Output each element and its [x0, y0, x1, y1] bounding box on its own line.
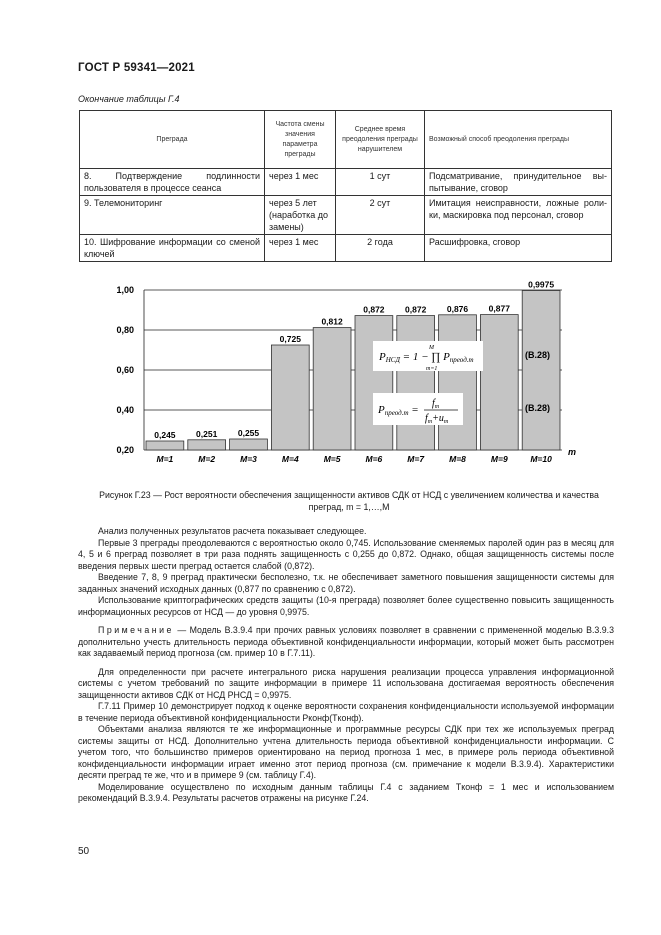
formula-ref-1: (В.28): [525, 350, 551, 360]
x-tick-label: M=9: [490, 454, 508, 464]
bar: [271, 345, 309, 450]
cell-barrier: 9. Телемониторинг: [80, 196, 265, 235]
formula-overcome: Pпреод.m =: [378, 404, 419, 417]
paragraph: Введение 7, 8, 9 преград практически бесполезно, т.к. не обеспечивает заметного повышения защищенности системы для заданных значений исходных данных (0,877 по сравнению с 0,872).: [78, 572, 614, 594]
value-label: 0,872: [363, 304, 385, 315]
bar: [313, 328, 351, 450]
formula-numerator: $f_m$: [432, 398, 440, 410]
bar: [522, 291, 560, 451]
x-tick-label: M=10: [530, 454, 552, 464]
cell-time: 1 сут: [336, 169, 425, 196]
y-tick-label: 1,00: [116, 285, 134, 295]
value-label: 0,725: [279, 334, 301, 344]
x-tick-label: M=3: [240, 454, 257, 464]
x-tick-label: M=5: [323, 454, 341, 464]
page-number: 50: [78, 846, 90, 857]
cell-method: Подсматривание, принудительное вы- пытывание, сговор: [425, 169, 612, 196]
paragraph: Использование криптографических средств защиты (10-я преграда) позволяет более существенно повысить защищенность информационных ресурсов от НСД — до уровня 0,9975.: [78, 595, 614, 617]
note-text: — Модель В.3.9.4 при прочих равных условиях позволяет в сравнении с примененной моделью В.3.9.3 дополнительно учесть длительность периода объективной конфиденциальности информации, который может быть рассмотрен как задаваемый период прогноза (см. пример 10 в Г.7.11).: [78, 625, 614, 658]
note-label: Примечание: [98, 625, 174, 635]
y-tick-label: 0,60: [116, 365, 134, 375]
header-time: Среднее время преодоления преграды нарушителем: [336, 111, 425, 169]
cell-time: 2 года: [336, 235, 425, 262]
cell-barrier: 10. Шифрование информации со сменой ключей: [80, 235, 265, 262]
value-label: 0,9975: [528, 279, 555, 290]
bar: [480, 315, 518, 450]
table-caption: Окончание таблицы Г.4: [78, 94, 180, 104]
value-label: 0,245: [154, 430, 176, 440]
y-tick-label: 0,40: [116, 405, 134, 415]
cell-frequency: через 5 лет (наработка до замены): [265, 196, 336, 235]
value-label: 0,876: [446, 303, 469, 314]
y-tick-label: 0,80: [116, 325, 134, 335]
cell-method: Расшифровка, сговор: [425, 235, 612, 262]
cell-barrier: 8. Подтверждение подлинности пользователя в процессе сеанса: [80, 169, 265, 196]
x-tick-label: M=1: [156, 454, 174, 464]
figure-caption: Рисунок Г.23 — Рост вероятности обеспечения защищенности активов СДК от НСД с увеличением количества и качества преград, m = 1,…,M: [99, 490, 599, 512]
value-label: 0,255: [237, 428, 260, 438]
header-barrier: Преграда: [80, 111, 265, 169]
y-tick-label: 0,20: [116, 445, 134, 455]
paragraph: Для определенности при расчете интегрального риска нарушения реализации процесса управления информационной системы с учетом требований по защите информации в примере 11 использована достигаемая вероятность обеспечения защищенности активов СДК от НСД PНСД = 0,9975.: [78, 666, 614, 700]
formula-product-lower: m=1: [426, 366, 438, 372]
paragraph: Моделирование осуществлено по исходным данным таблицы Г.4 с заданием Tконф = 1 мес и использованием рекомендаций В.3.9.4. Результаты расчетов отражены на рисунке Г.24.: [78, 781, 614, 803]
value-label: 0,812: [321, 316, 343, 327]
value-label: 0,251: [196, 428, 218, 439]
value-label: 0,872: [405, 304, 427, 315]
cell-frequency: через 1 мес: [265, 169, 336, 196]
x-tick-label: M=6: [365, 454, 383, 464]
x-tick-label: M=7: [407, 454, 425, 464]
paragraph: Первые 3 преграды преодолеваются с вероятностью около 0,745. Использование сменяемых паролей один раз в месяц для 4, 5 и 6 преград позволяет в три раза поднять защищенность с 0,255 до 0,872. Однако, общая защищенность системы после введения первых шести преград остается слабой (0,872).: [78, 537, 614, 571]
x-tick-label: M=4: [281, 454, 299, 464]
formula-product-upper: M: [429, 345, 434, 351]
bar: [188, 440, 226, 450]
y-tick-labels: [116, 285, 134, 455]
note-paragraph: [78, 625, 614, 660]
paragraph: Объектами анализа являются те же информационные и программные ресурсы СДК при тех же используемых преград системы защиты от НСД. Дополнительно учтена длительность периода объективной конфиденциальности информации. С учетом того, что большинство примеров ориентировано на период прогноза 1 мес, в примере роль периода объективной конфиденциальности информации играет именно этот период прогноза (см. примечание к модели В.3.9.4). Характеристики десяти преград те же, что и в примере 9 (см. таблицу Г.4).: [78, 724, 614, 780]
cell-method: Имитация неисправности, ложные роли- ки, маскировка под персонал, сговор: [425, 196, 612, 235]
document-header: ГОСТ Р 59341—2021: [78, 62, 195, 74]
header-frequency: Частота смены значения параметра преграды: [265, 111, 336, 169]
bar: [439, 315, 477, 450]
formula-ref-2: (В.28): [525, 403, 551, 413]
paragraph: Г.7.11 Пример 10 демонстрирует подход к оценке вероятности сохранения конфиденциальности используемой информации в течение периода объективной конфиденциальности Pконф(Tконф).: [78, 701, 614, 723]
body-text: [78, 526, 614, 805]
formula-denominator: $f_m+u_m$: [425, 413, 449, 425]
x-axis-label: m: [568, 447, 577, 457]
cell-frequency: через 1 мес: [265, 235, 336, 262]
x-tick-label: M=2: [198, 454, 216, 464]
bar: [355, 316, 393, 450]
x-tick-label: M=8: [449, 454, 466, 464]
header-method: Возможный способ преодоления преграды: [425, 111, 612, 169]
bar: [230, 439, 268, 450]
formula-nsd: PНСД = 1 − ∏ Pпреод.m: [379, 351, 474, 364]
x-tick-labels: [157, 454, 553, 464]
value-label: 0,877: [488, 303, 510, 314]
paragraph: Анализ полученных результатов расчета показывает следующее.: [98, 526, 367, 536]
cell-time: 2 сут: [336, 196, 425, 235]
bar: [146, 441, 184, 450]
